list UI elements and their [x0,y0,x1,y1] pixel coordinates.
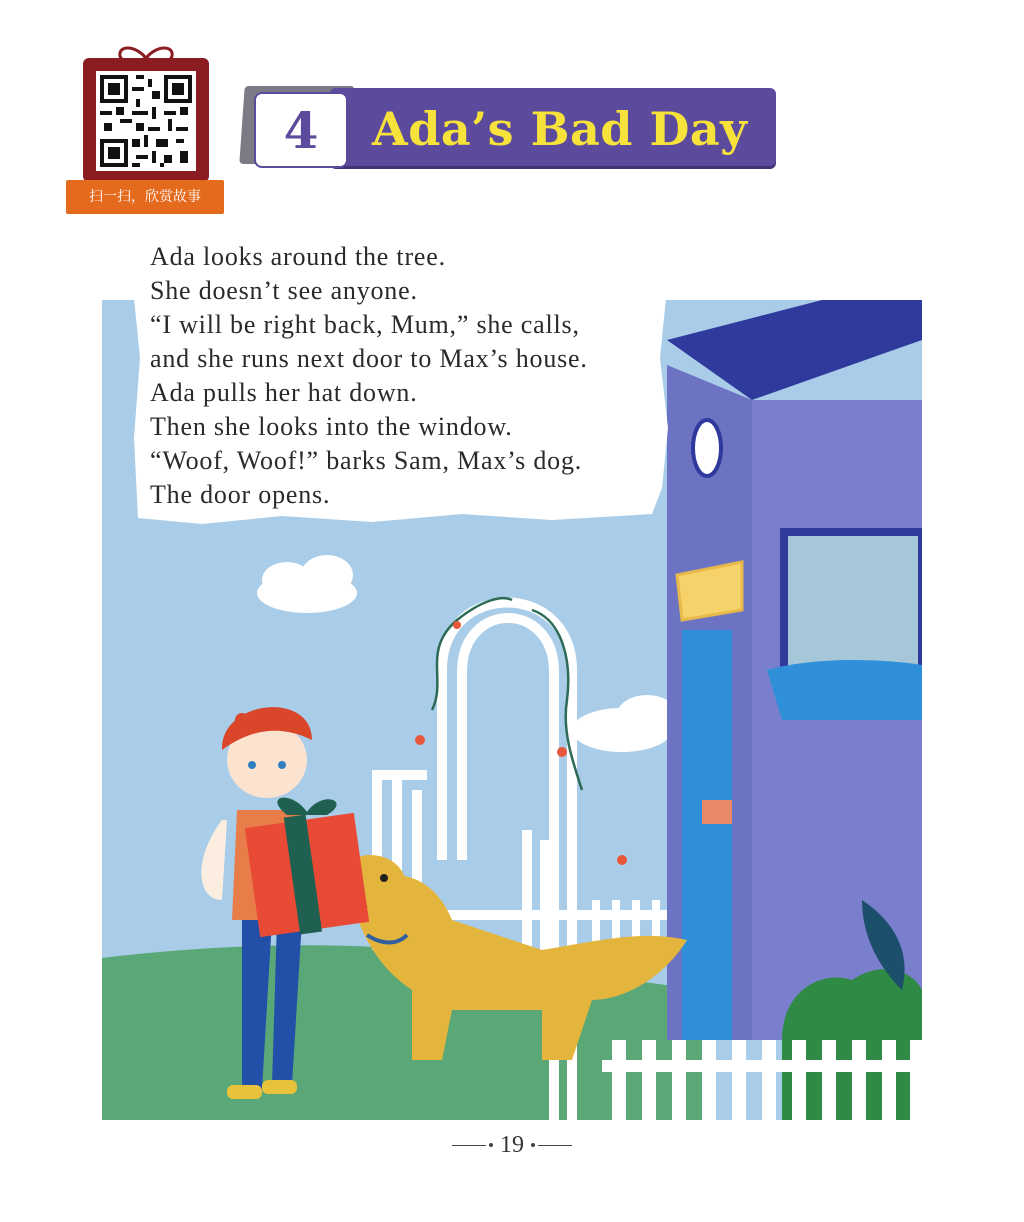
footer-dot [531,1143,535,1147]
story-line: Ada looks around the tree. [150,242,446,271]
story-line: and she runs next door to Max’s house. [150,344,588,373]
qr-badge [66,44,226,220]
story-line: Ada pulls her hat down. [150,378,418,407]
footer-rule [538,1145,572,1146]
qr-frame [83,58,209,182]
page-footer [452,1130,572,1160]
qr-code[interactable] [96,71,196,171]
mailbox [702,800,732,824]
front-door [682,630,732,1040]
story-line: “I will be right back, Mum,” she calls, [150,310,580,339]
qr-caption: 扫一扫，欣赏故事 [66,180,224,214]
story-text [150,240,670,512]
chapter-title: Ada’s Bad Day [372,102,748,156]
story-line: “Woof, Woof!” barks Sam, Max’s dog. [150,446,583,475]
story-line: She doesn’t see anyone. [150,276,418,305]
qr-code-icon [96,71,196,171]
chapter-number: 4 [254,92,348,168]
story-line: The door opens. [150,480,331,509]
round-window [693,420,721,476]
page-number: 19 [500,1131,524,1158]
flower-box [767,660,922,720]
footer-dot [489,1143,493,1147]
footer-rule [452,1145,486,1146]
window [784,532,922,682]
chapter-title-banner [242,86,776,170]
story-line: Then she looks into the window. [150,412,513,441]
